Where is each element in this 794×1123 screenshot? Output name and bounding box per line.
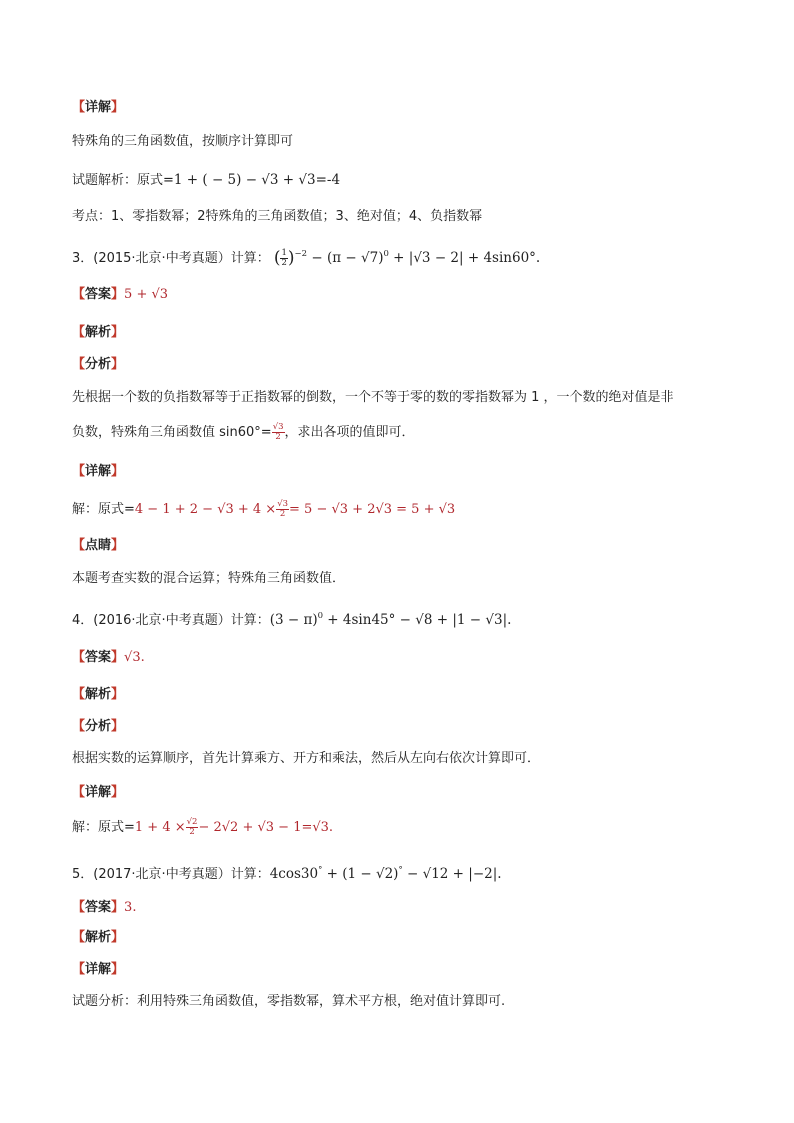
detail-heading-1: 【详解】: [72, 100, 125, 115]
question-5-expression: 4cos30° + (1 − √2)° − √12 + |−2|.: [269, 865, 502, 882]
detail-line-3: 解：原式=4 − 1 + 2 − √3 + 4 × $\frac{√3}{2}$ = 5 − √3 + 2√3 = 5 + √3: [72, 499, 456, 519]
jiexi-heading-3: 【解析】: [72, 325, 125, 340]
fraction-sqrt3-over-2: $\frac{√3}{2}$: [272, 422, 284, 442]
question-5-stem: 5．(2017·北京·中考真题）计算：4cos30° + (1 − √2)° − √12 + |−2|.: [72, 865, 502, 882]
question-3-stem: 3．(2015·北京·中考真题）计算： ( $\frac{1}{2}$ )$^{-2} - (\pi - √7)^0 + |√3 - 2| + 4\sin 60^\circ$.: [72, 248, 541, 268]
kaodian-line: 考点：1、零指数幂；2特殊角的三角函数值；3、绝对值；4、负指数幂: [72, 209, 483, 224]
question-4-stem: 4．(2016·北京·中考真题）计算：$(3 - \pi)^0 + 4\sin 45^\circ - √8 + |1 - √3|$.: [72, 611, 512, 628]
jiexi-heading-5: 【解析】: [72, 930, 125, 945]
fenxi-heading-3: 【分析】: [72, 357, 125, 372]
answer-line-4: 【答案】√3.: [72, 650, 145, 665]
analysis-text-3a: 先根据一个数的负指数幂等于正指数幂的倒数，一个不等于零的数的零指数幂为 1 ，一个数的绝对值是非: [72, 390, 674, 405]
detail-text-1: 特殊角的三角函数值，按顺序计算即可: [72, 134, 294, 149]
analysis-line-1: 试题解析：原式=1 + ( − 5) − √3 + √3=-4: [72, 172, 341, 188]
dianjing-text-3: 本题考查实数的混合运算；特殊角三角函数值．: [72, 571, 346, 586]
detail-line-4: 解：原式=1 + 4 × $\frac{√2}{2}$ − 2√2 + √3 − 1=√3.: [72, 817, 334, 837]
detail-heading-3: 【详解】: [72, 464, 125, 479]
answer-line-3: 【答案】5 + √3: [72, 287, 169, 302]
analysis-text-3b: 负数，特殊角三角函数值 sin60°= $\frac{√3}{2}$ ，求出各项的值即可．: [72, 422, 415, 442]
detail-heading-4: 【详解】: [72, 785, 125, 800]
analysis-text-4: 根据实数的运算顺序，首先计算乘方、开方和乘法，然后从左向右依次计算即可．: [72, 751, 541, 766]
answer-line-5: 【答案】3.: [72, 900, 137, 915]
detail-heading-5: 【详解】: [72, 962, 125, 977]
answer-value-5: 3.: [124, 900, 137, 915]
dianjing-heading-3: 【点睛】: [72, 538, 125, 553]
jiexi-heading-4: 【解析】: [72, 687, 125, 702]
answer-value-4: √3.: [124, 650, 145, 665]
question-3-expression: ( $\frac{1}{2}$ )$^{-2} - (\pi - √7)^0 + |√3 - 2| + 4\sin 60^\circ$.: [273, 248, 541, 268]
answer-value-3: 5 + √3: [124, 287, 169, 302]
question-4-expression: $(3 - \pi)^0 + 4\sin 45^\circ - √8 + |1 - √3|$.: [269, 611, 512, 628]
detail-text-5: 试题分析：利用特殊三角函数值，零指数幂，算术平方根，绝对值计算即可.: [72, 994, 506, 1009]
fenxi-heading-4: 【分析】: [72, 719, 125, 734]
analysis-expression-1: 1 + ( − 5) − √3 + √3=-4: [173, 172, 341, 188]
